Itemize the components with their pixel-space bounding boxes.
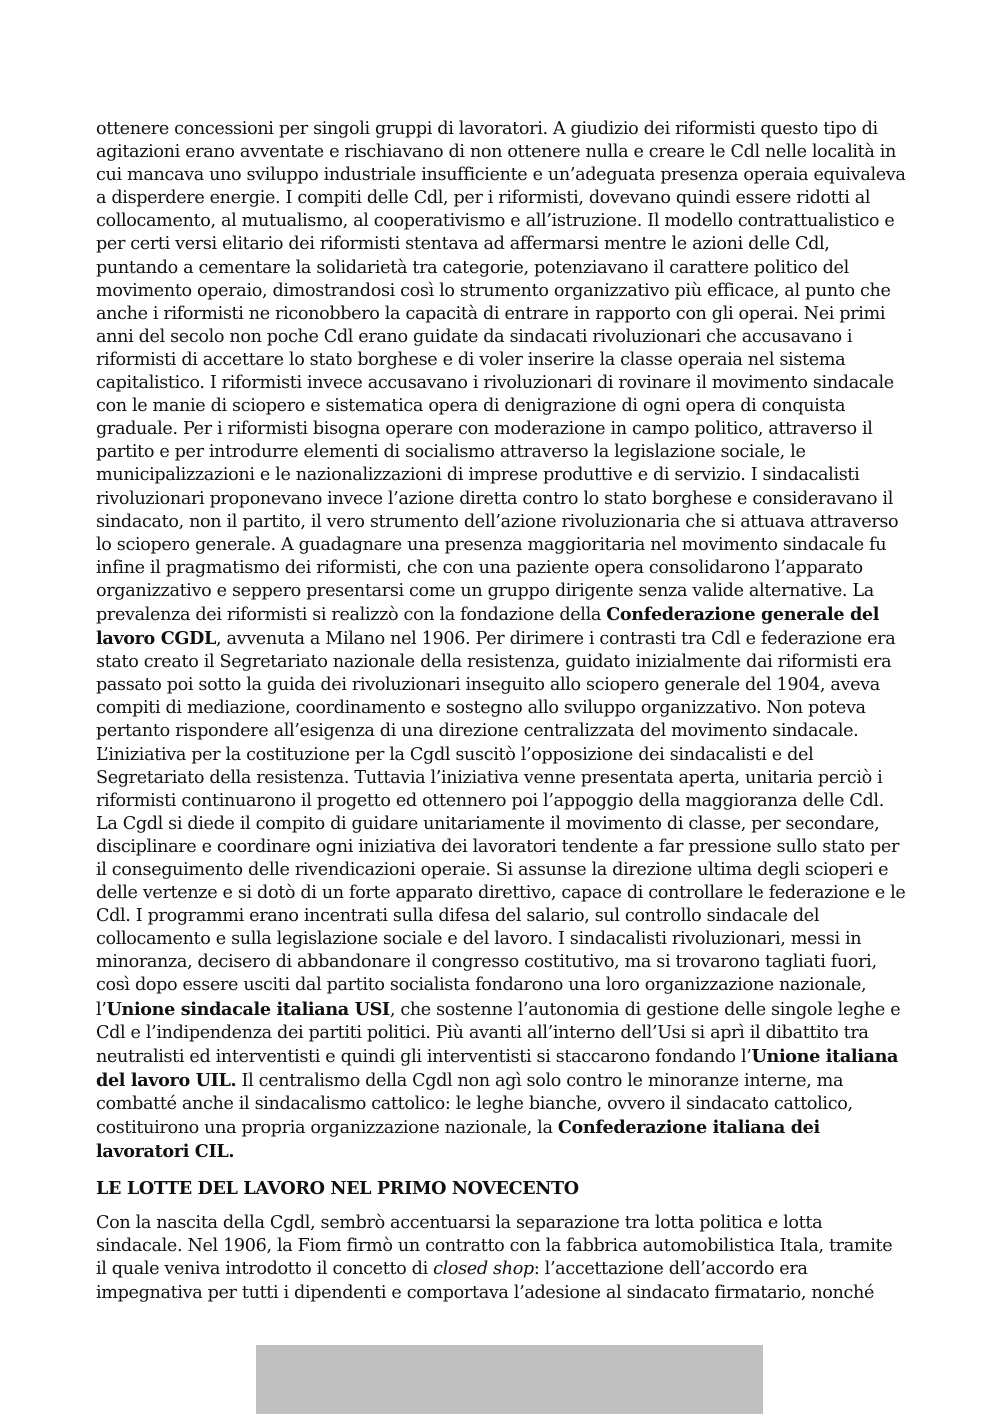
bold-term-cgdl: Confederazione generale del lavoro CGDL — [96, 603, 880, 650]
text-run: Con la nascita della Cgdl, sembrò accentuarsi la separazione tra lotta politica e lotta sindacale. Nel 1906, la Fiom firmò un contratto con la fabbrica automobilistica Itala, tramite il quale veniva introdotto il concetto di — [96, 1213, 893, 1280]
text-run: Il centralismo della Cgdl non agì solo contro le minoranze interne, ma combatté anche il sindacalismo cattolico: le leghe bianche, ovvero il sindacato cattolico, costituirono una propria organizzazione nazionale, la — [96, 1070, 853, 1139]
footer-gray-bar — [256, 1345, 763, 1414]
bold-term-uil: Unione italiana del lavoro UIL. — [96, 1045, 899, 1091]
section-heading: LE LOTTE DEL LAVORO NEL PRIMO NOVECENTO — [96, 1178, 579, 1200]
italic-term-closed-shop: closed shop — [433, 1259, 534, 1280]
text-run: , avvenuta a Milano nel 1906. Per dirimere i contrasti tra Cdl e federazione era stato creato il Segretariato nazionale della resistenza, guidato inizialmente dai riformisti era passato poi sotto la guida dei rivoluzionari inseguito allo sciopero generale del 1904, aveva compiti di mediazione, coordinamento e sostegno allo sviluppo organizzativo. Non poteva pertanto rispondere all’esigenza di una direzione centralizzata del movimento sindacale. L’iniziativa per la costituzione per la Cgdl suscitò l’opposizione dei sindacalisti e del Segretariato della resistenza. Tuttavia l’iniziativa venne presentata aperta, unitaria perciò i riformisti continuarono il progetto ed ottennero poi l’appoggio della maggioranza delle Cdl. La Cgdl si diede il compito di guidare unitariamente il movimento di classe, per secondare, disciplinare e coordinare ogni iniziativa dei lavoratori tendente a far pressione sullo stato per il conseguimento delle rivendicazioni operaie. Si assunse la direzione ultima degli scioperi e delle vertenze e si dotò di un forte apparato direttivo, capace di controllare le federazione e le Cdl. I programmi erano incentrati sulla difesa del salario, sul controllo sindacale del collocamento e sulla legislazione sociale e del lavoro. I sindacalisti rivoluzionari, messi in minoranza, decisero di abbandonare il congresso costitutivo, ma si trovarono tagliati fuori, così dopo essere usciti dal partito socialista fondarono una loro organizzazione nazionale, l’ — [96, 629, 906, 1020]
text-run: ottenere concessioni per singoli gruppi di lavoratori. A giudizio dei riformisti questo tipo di agitazioni erano avventate e rischiavano di non ottenere nulla e creare le Cdl nelle località in cui mancava uno sviluppo industriale insufficiente e un’adeguata presenza operaia equivaleva a disperdere energie. I compiti delle Cdl, per i riformisti, dovevano quindi essere ridotti al collocamento, al mutualismo, al cooperativismo e all’istruzione. Il modello contrattualistico e per certi versi elitario dei riformisti stentava ad affermarsi mentre le azioni delle Cdl, puntando a cementare la solidarietà tra categorie, potenziavano il carattere politico del movimento operaio, dimostrandosi così lo strumento organizzativo più efficace, al punto che anche i riformisti ne riconobbero la capacità di entrare in rapporto con gli operai. Nei primi anni del secolo non poche Cdl erano guidate da sindacati rivoluzionari che accusavano i riformisti di accettare lo stato borghese e di voler inserire la classe operaia nel sistema capitalistico. I riformisti invece accusavano i rivoluzionari di rovinare il movimento sindacale con le manie di sciopero e sistematica opera di denigrazione di ogni opera di conquista graduale. Per i riformisti bisogna operare con moderazione in campo politico, attraverso il partito e per introdurre elementi di socialismo attraverso la legislazione sociale, le municipalizzazioni e le nazionalizzazioni di imprese produttive e di servizio. I sindacalisti rivoluzionari proponevano invece l’azione diretta contro lo stato borghese e consideravano il sindacato, non il partito, il vero strumento dell’azione rivoluzionaria che si attuava attraverso lo sciopero generale. A guadagnare una presenza maggioritaria nel movimento sindacale fu infine il pragmatismo dei riformisti, che con una paziente opera consolidarono l’apparato organizzativo e seppero presentarsi come un gruppo dirigente senza valide alternative. La prevalenza dei riformisti si realizzò con la fondazione della — [96, 119, 906, 625]
paragraph-lotte-lavoro — [96, 1212, 908, 1304]
body-text — [96, 118, 908, 1305]
bold-term-usi: Unione sindacale italiana USI — [106, 998, 390, 1020]
text-run: : l’accettazione dell’accordo era impegnativa per tutti i dipendenti e comportava l’adesione al sindacato firmatario, nonché — [96, 1259, 875, 1303]
text-run: , che sostenne l’autonomia di gestione delle singole leghe e Cdl e l’indipendenza dei partiti politici. Più avanti all’interno dell’Usi si aprì il dibattito tra neutralisti ed interventisti e quindi gli interventisti si staccarono fondando l’ — [96, 999, 901, 1067]
bold-term-cil: Confederazione italiana dei lavoratori CIL. — [96, 1117, 820, 1163]
paragraph-cgdl-history — [96, 118, 908, 1164]
